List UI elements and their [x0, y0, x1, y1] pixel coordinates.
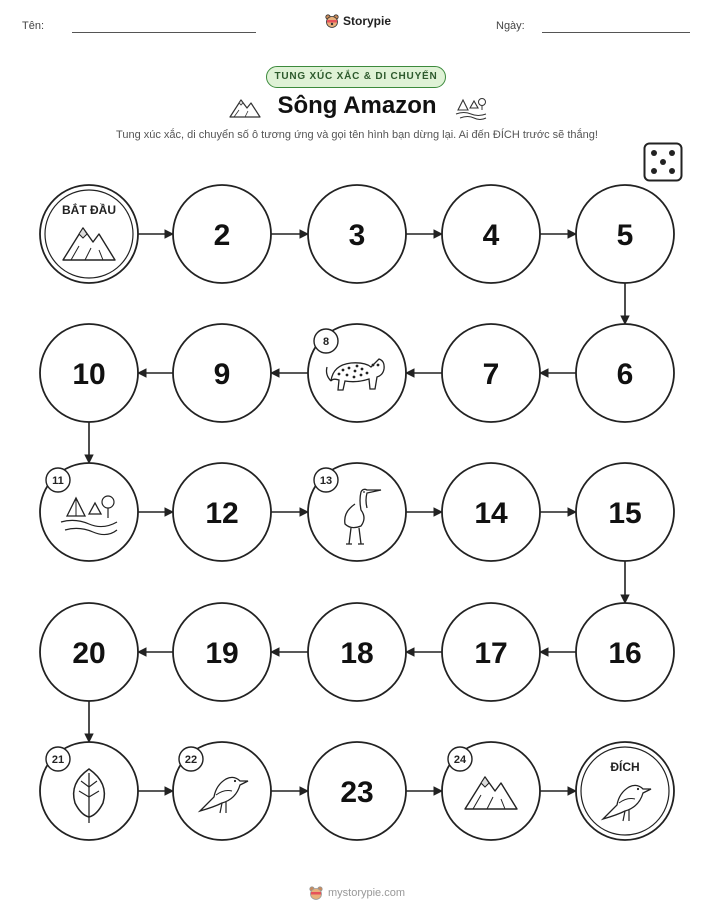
cell-number: 19	[205, 637, 239, 670]
start-cell[interactable]	[40, 185, 138, 283]
cell-number: 3	[348, 219, 366, 252]
cell-number: 17	[474, 637, 508, 670]
board-cell-12[interactable]	[173, 463, 271, 561]
cell-number: 12	[205, 497, 239, 530]
cell-number: 5	[616, 219, 634, 252]
page-title: Sông Amazon	[277, 92, 437, 119]
instructions: Tung xúc xắc, di chuyển số ô tương ứng và gọi tên hình bạn dừng lại. Ai đến ĐÍCH trước sẽ thắng!	[116, 129, 598, 141]
cell-number: 8	[322, 336, 330, 348]
board-cell-23[interactable]	[308, 742, 406, 840]
cell-number: 16	[608, 637, 642, 670]
name-label: Tên:	[22, 20, 45, 32]
board-cell-5[interactable]	[576, 185, 674, 283]
bear-footer-icon	[309, 886, 323, 900]
board-cell-19[interactable]	[173, 603, 271, 701]
cell-number: 15	[608, 497, 642, 530]
board-cell-21[interactable]	[40, 742, 138, 840]
finish-cell[interactable]	[576, 742, 674, 840]
board-cell-24[interactable]	[442, 742, 540, 840]
board-cell-15[interactable]	[576, 463, 674, 561]
board-cell-22[interactable]	[173, 742, 271, 840]
cell-number: 7	[482, 358, 500, 391]
board-cell-14[interactable]	[442, 463, 540, 561]
cell-number: 20	[72, 637, 106, 670]
board-cell-17[interactable]	[442, 603, 540, 701]
cell-number: 18	[340, 637, 374, 670]
cell-number: 6	[616, 358, 634, 391]
board-cell-9[interactable]	[173, 324, 271, 422]
board-cell-11[interactable]	[40, 463, 138, 561]
board-cell-18[interactable]	[308, 603, 406, 701]
cell-number: 9	[213, 358, 231, 391]
board-cell-13[interactable]	[308, 463, 406, 561]
board-cell-6[interactable]	[576, 324, 674, 422]
cell-number: 4	[482, 219, 500, 252]
cell-number: 2	[213, 219, 231, 252]
cell-number: 23	[340, 776, 374, 809]
cell-number: 10	[72, 358, 106, 391]
footer	[0, 886, 714, 900]
cell-number: 14	[474, 497, 508, 530]
board-cell-7[interactable]	[442, 324, 540, 422]
board-cell-3[interactable]	[308, 185, 406, 283]
board-cell-8[interactable]	[308, 324, 406, 422]
brand-name: Storypie	[343, 14, 392, 28]
activity-badge: TUNG XÚC XẮC & DI CHUYỂN	[266, 66, 446, 88]
start-label: BẮT ĐẦU	[62, 203, 116, 217]
cell-number: 11	[52, 475, 64, 487]
cell-number: 24	[453, 754, 467, 766]
cell-number: 21	[51, 754, 65, 766]
finish-label: ĐÍCH	[610, 760, 640, 774]
cell-number: 22	[184, 754, 198, 766]
footer-url: mystorypie.com	[327, 887, 406, 899]
board-cell-16[interactable]	[576, 603, 674, 701]
board-cell-10[interactable]	[40, 324, 138, 422]
board-cell-20[interactable]	[40, 603, 138, 701]
date-label: Ngày:	[496, 20, 525, 32]
board-cell-2[interactable]	[173, 185, 271, 283]
cell-number: 13	[319, 475, 333, 487]
board-cell-4[interactable]	[442, 185, 540, 283]
